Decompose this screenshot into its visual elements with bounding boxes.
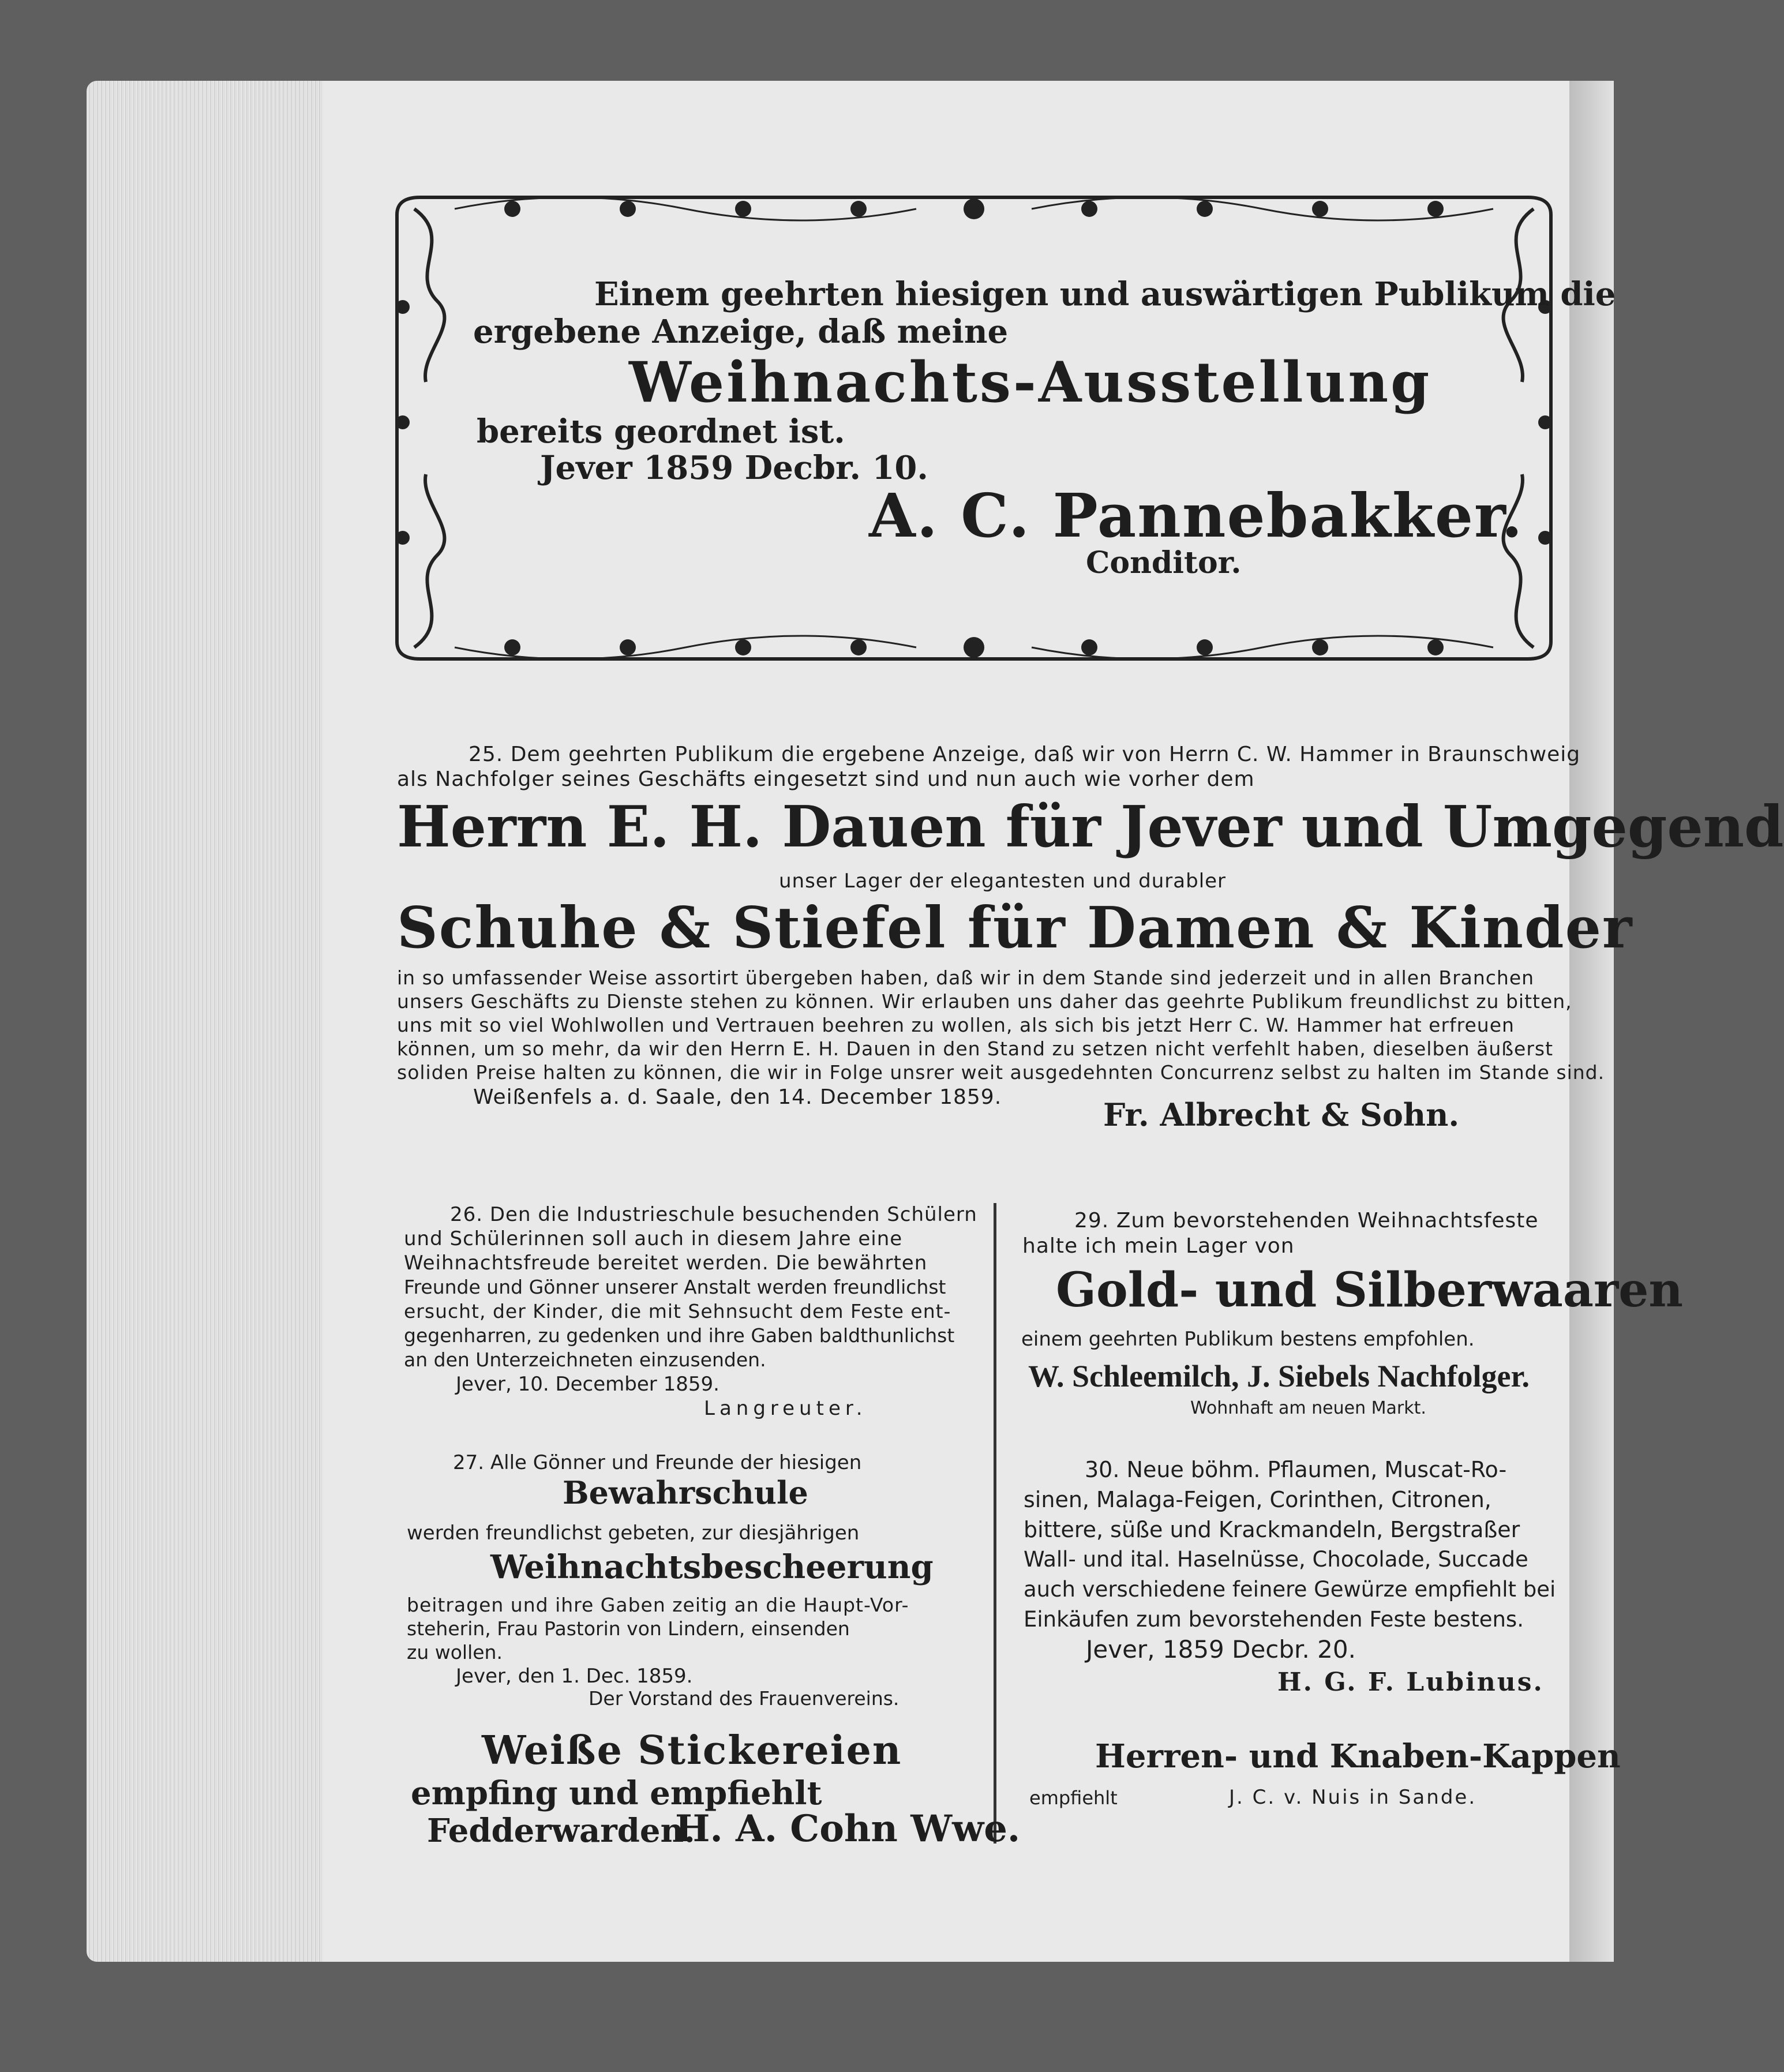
ad25-line-3: unser Lager der elegantesten und durabler: [779, 870, 1227, 893]
ad27-signature: Der Vorstand des Frauenvereins.: [589, 1687, 900, 1710]
ad26-line-3: Weihnachtsfreude bereitet werden. Die bewährten: [404, 1252, 928, 1275]
ad26-signature: Langreuter.: [704, 1397, 867, 1420]
ad30-line-2: sinen, Malaga-Feigen, Corinthen, Citronen,: [1024, 1487, 1491, 1512]
ad26-line-1: 26. Den die Industrieschule besuchenden Schülern: [450, 1203, 977, 1226]
kappen-line-right: J. C. v. Nuis in Sande.: [1229, 1786, 1477, 1809]
ad25-line-2: als Nachfolger seines Geschäfts eingesetzt sind und nun auch wie vorher dem: [397, 767, 1255, 791]
ad30-line-3: bittere, süße und Krackmandeln, Bergstraßer: [1024, 1517, 1520, 1542]
book-page-edges: [87, 81, 329, 1962]
ad25-body-2: unsers Geschäfts zu Dienste stehen zu können. Wir erlauben uns daher das geehrte Publikum freundlichst zu bitten,: [397, 990, 1572, 1013]
facing-page-edge: [1569, 81, 1614, 1962]
ad26-date: Jever, 10. December 1859.: [456, 1373, 719, 1396]
ad27-line-1: 27. Alle Gönner und Freunde der hiesigen: [453, 1451, 862, 1474]
frame-line-3: bereits geordnet ist.: [477, 413, 845, 451]
ad25-body-1: in so umfassender Weise assortirt übergeben haben, daß wir in dem Stande sind jederzeit und in allen Branchen: [397, 966, 1535, 989]
ad30-line-5: auch verschiedene feinere Gewürze empfiehlt bei: [1024, 1577, 1556, 1602]
ad30-date: Jever, 1859 Decbr. 20.: [1086, 1635, 1356, 1663]
ad27-headline-2: Weihnachtsbescheerung: [490, 1548, 934, 1586]
ad26-line-2: und Schülerinnen soll auch in diesem Jahre eine: [404, 1227, 903, 1250]
ad29-address: Wohnhaft am neuen Markt.: [1190, 1398, 1426, 1418]
ad25-body-3: uns mit so viel Wohlwollen und Vertrauen beehren zu wollen, als sich bis jetzt Herr C. W. Hammer hat erfreuen: [397, 1014, 1515, 1036]
ad25-line-1: 25. Dem geehrten Publikum die ergebene Anzeige, daß wir von Herrn C. W. Hammer in Braunschweig: [469, 743, 1581, 766]
ad29-headline: Gold- und Silberwaaren: [1056, 1262, 1683, 1318]
ad25-signature: Fr. Albrecht & Sohn.: [1103, 1096, 1460, 1133]
frame-title: Conditor.: [1086, 545, 1242, 580]
ad25-body-5: soliden Preise halten zu können, die wir in Folge unsrer weit ausgedehnten Concurrenz selbst zu halten im Stande sind.: [397, 1061, 1605, 1084]
ad25-place-date: Weißenfels a. d. Saale, den 14. December 1859.: [473, 1085, 1002, 1109]
ad29-line-2: halte ich mein Lager von: [1022, 1234, 1295, 1258]
kappen-line-left: empfiehlt: [1029, 1787, 1118, 1809]
frame-name: A. C. Pannebakker.: [869, 480, 1524, 551]
cohn-name: H. A. Cohn Wwe.: [675, 1807, 1021, 1850]
frame-date: Jever 1859 Decbr. 10.: [540, 449, 928, 487]
ad30-line-4: Wall- und ital. Haselnüsse, Chocolade, Succade: [1024, 1547, 1528, 1572]
ad27-line-2: werden freundlichst gebeten, zur diesjährigen: [407, 1522, 860, 1545]
ad26-line-4: Freunde und Gönner unserer Anstalt werden freundlichst: [404, 1276, 946, 1298]
column-divider: [994, 1203, 996, 1844]
ad27-headline-1: Bewahrschule: [563, 1474, 808, 1511]
ad26-line-5: ersucht, der Kinder, die mit Sehnsucht dem Feste ent-: [404, 1300, 951, 1322]
ad30-line-1: 30. Neue böhm. Pflaumen, Muscat-Ro-: [1085, 1457, 1507, 1482]
ad30-signature: H. G. F. Lubinus.: [1277, 1668, 1544, 1697]
frame-line-1: Einem geehrten hiesigen und auswärtigen Publikum die: [594, 275, 1616, 313]
ad29-line-1: 29. Zum bevorstehenden Weihnachtsfeste: [1074, 1209, 1539, 1232]
ad25-body-4: können, um so mehr, da wir den Herrn E. H. Dauen in den Stand zu setzen nicht verfehlt haben, dieselben äußerst: [397, 1037, 1554, 1060]
ad29-line-3: einem geehrten Publikum bestens empfohlen.: [1021, 1328, 1475, 1351]
ad27-line-3: beitragen und ihre Gaben zeitig an die Haupt-Vor-: [407, 1594, 909, 1616]
ad26-line-6: gegenharren, zu gedenken und ihre Gaben baldthunlichst: [404, 1324, 955, 1347]
kappen-headline: Herren- und Knaben-Kappen: [1095, 1737, 1621, 1775]
cohn-place: Fedderwarden.: [427, 1812, 695, 1850]
ad29-name: W. Schleemilch, J. Siebels Nachfolger.: [1028, 1359, 1530, 1393]
ad25-headline-1: Herrn E. H. Dauen für Jever und Umgegend: [397, 794, 1784, 860]
frame-headline: Weihnachts-Ausstellung: [629, 350, 1432, 415]
ad27-date: Jever, den 1. Dec. 1859.: [456, 1665, 693, 1688]
ad25-headline-2: Schuhe & Stiefel für Damen & Kinder: [397, 895, 1633, 961]
ad26-line-7: an den Unterzeichneten einzusenden.: [404, 1348, 766, 1371]
cohn-headline: Weiße Stickereien: [482, 1728, 902, 1774]
frame-line-2: ergebene Anzeige, daß meine: [473, 313, 1009, 351]
cohn-line: empfing und empfiehlt: [411, 1774, 822, 1812]
ad27-line-4: steherin, Frau Pastorin von Lindern, einsenden: [407, 1617, 850, 1640]
ad30-line-6: Einkäufen zum bevorstehenden Feste bestens.: [1024, 1607, 1524, 1632]
ad27-line-5: zu wollen.: [407, 1641, 503, 1663]
